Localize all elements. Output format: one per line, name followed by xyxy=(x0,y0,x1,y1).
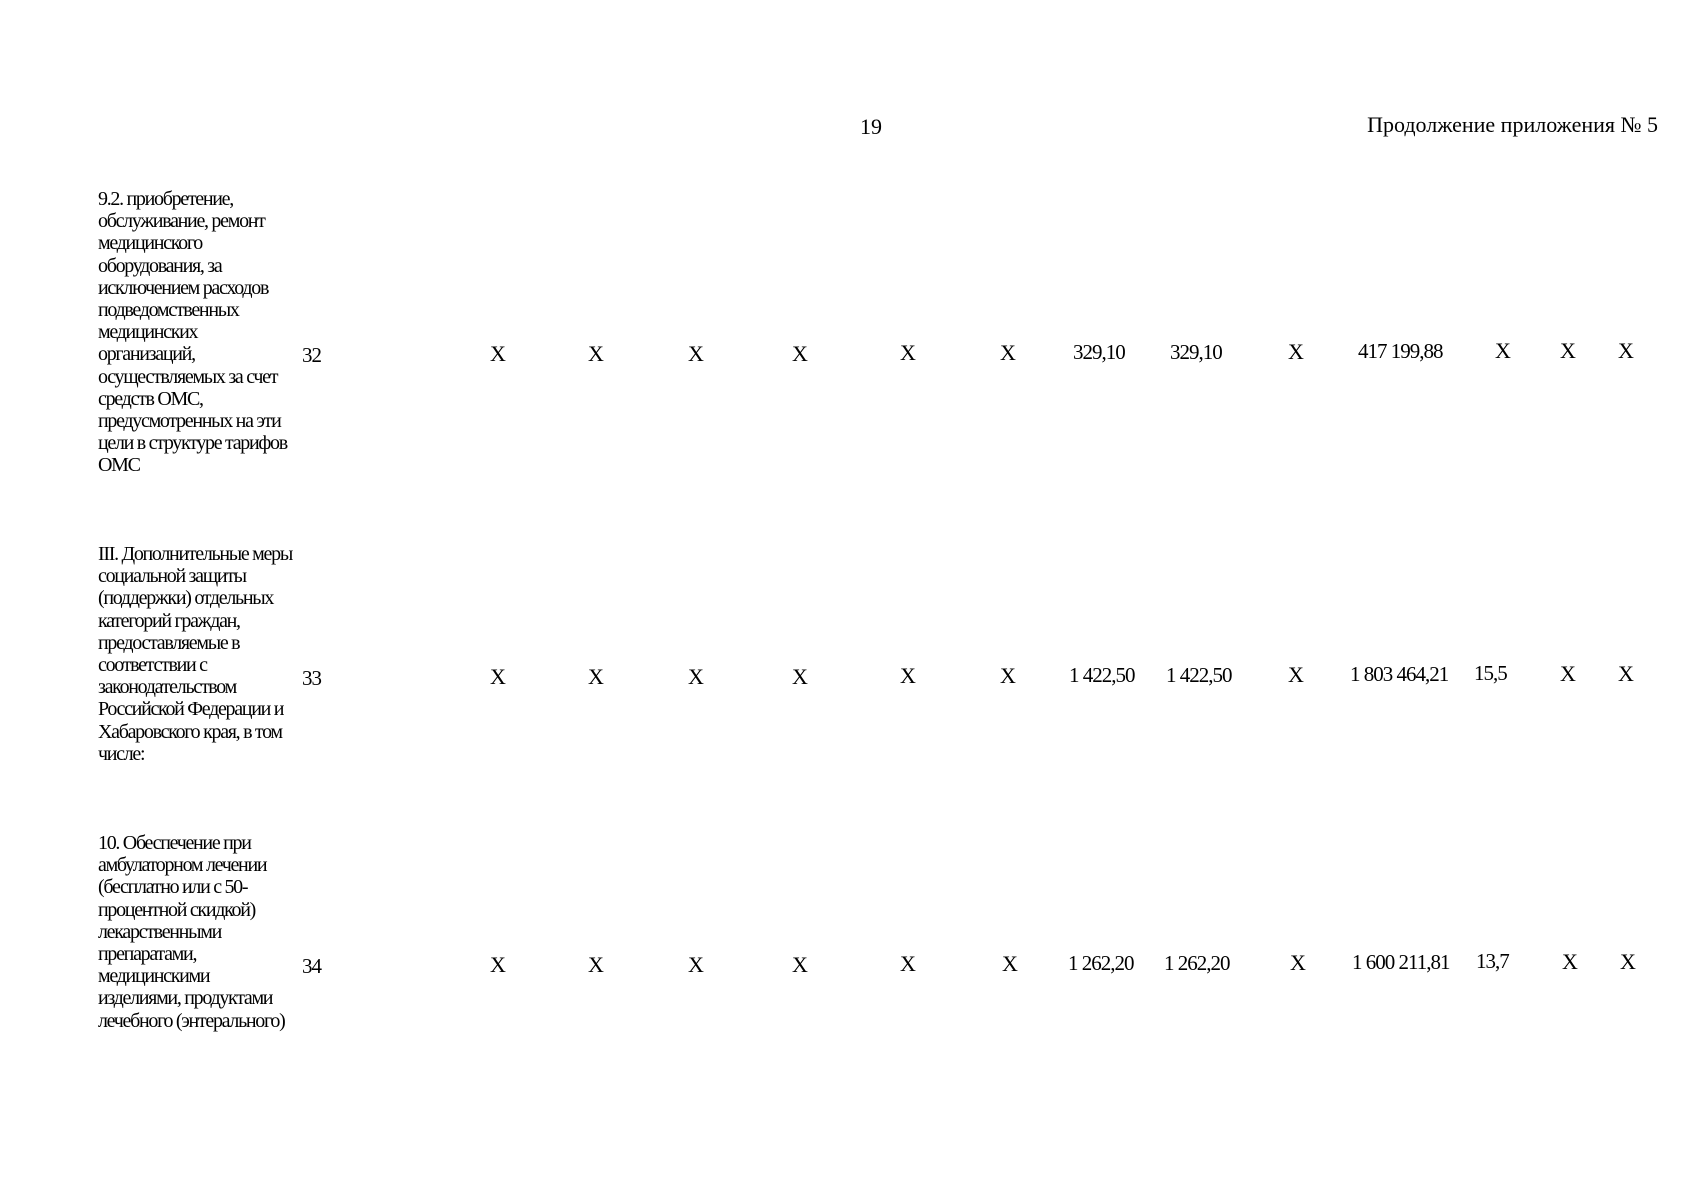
cell-col-6: X xyxy=(1002,951,1018,976)
cell-col-3: X xyxy=(688,664,704,689)
row-description: 9.2. приобретение, обслуживание, ремонт медицинского оборудования, за исключением расходов подведомственных медицинских организаций, осуществляемых за счет средств ОМС, предусмотренных на эти цели в структуре тарифов ОМС xyxy=(98,188,287,477)
cell-col-8: 1 422,50 xyxy=(1166,663,1232,687)
cell-col-4: X xyxy=(792,952,808,977)
cell-col-4: X xyxy=(792,664,808,689)
appendix-continuation-note: Продолжение приложения № 5 xyxy=(1367,112,1658,137)
cell-col-6: X xyxy=(1000,340,1016,365)
cell-col-3: X xyxy=(688,341,704,366)
cell-col-11: X xyxy=(1495,338,1511,363)
cell-col-7: 1 262,20 xyxy=(1068,951,1134,975)
cell-col-13: X xyxy=(1618,661,1634,686)
cell-col-12: X xyxy=(1560,661,1576,686)
row-line-number: 34 xyxy=(302,954,321,978)
cell-col-13: X xyxy=(1620,949,1636,974)
cell-col-4: X xyxy=(792,341,808,366)
cell-col-2: X xyxy=(588,341,604,366)
cell-col-1: X xyxy=(490,664,506,689)
cell-col-10: 1 600 211,81 xyxy=(1352,950,1450,974)
cell-col-13: X xyxy=(1618,338,1634,363)
cell-col-12: X xyxy=(1560,338,1576,363)
cell-col-8: 1 262,20 xyxy=(1164,951,1230,975)
row-line-number: 33 xyxy=(302,666,321,690)
row-description: III. Дополнительные меры социальной защиты (поддержки) отдельных категорий граждан, предоставляемые в соответствии с законодательством Российской Федерации и Хабаровского края, в том числе: xyxy=(98,543,292,765)
cell-col-11: 13,7 xyxy=(1476,949,1509,973)
cell-col-5: X xyxy=(900,951,916,976)
cell-col-10: 417 199,88 xyxy=(1358,339,1443,363)
cell-col-1: X xyxy=(490,952,506,977)
cell-col-7: 1 422,50 xyxy=(1069,663,1135,687)
cell-col-2: X xyxy=(588,664,604,689)
cell-col-8: 329,10 xyxy=(1170,340,1222,364)
cell-col-9: X xyxy=(1290,950,1306,975)
cell-col-9: X xyxy=(1288,339,1304,364)
cell-col-3: X xyxy=(688,952,704,977)
cell-col-2: X xyxy=(588,952,604,977)
cell-col-12: X xyxy=(1562,949,1578,974)
row-line-number: 32 xyxy=(302,343,321,367)
cell-col-1: X xyxy=(490,341,506,366)
cell-col-10: 1 803 464,21 xyxy=(1350,662,1449,686)
cell-col-9: X xyxy=(1288,662,1304,687)
cell-col-5: X xyxy=(900,340,916,365)
cell-col-5: X xyxy=(900,663,916,688)
cell-col-6: X xyxy=(1000,663,1016,688)
row-description: 10. Обеспечение при амбулаторном лечении (бесплатно или с 50-процентной скидкой) лекарственными препаратами, медицинскими изделиями, продуктами лечебного (энтерального) xyxy=(98,832,285,1032)
cell-col-7: 329,10 xyxy=(1073,340,1125,364)
cell-col-11: 15,5 xyxy=(1474,661,1507,685)
page-number: 19 xyxy=(860,114,882,139)
